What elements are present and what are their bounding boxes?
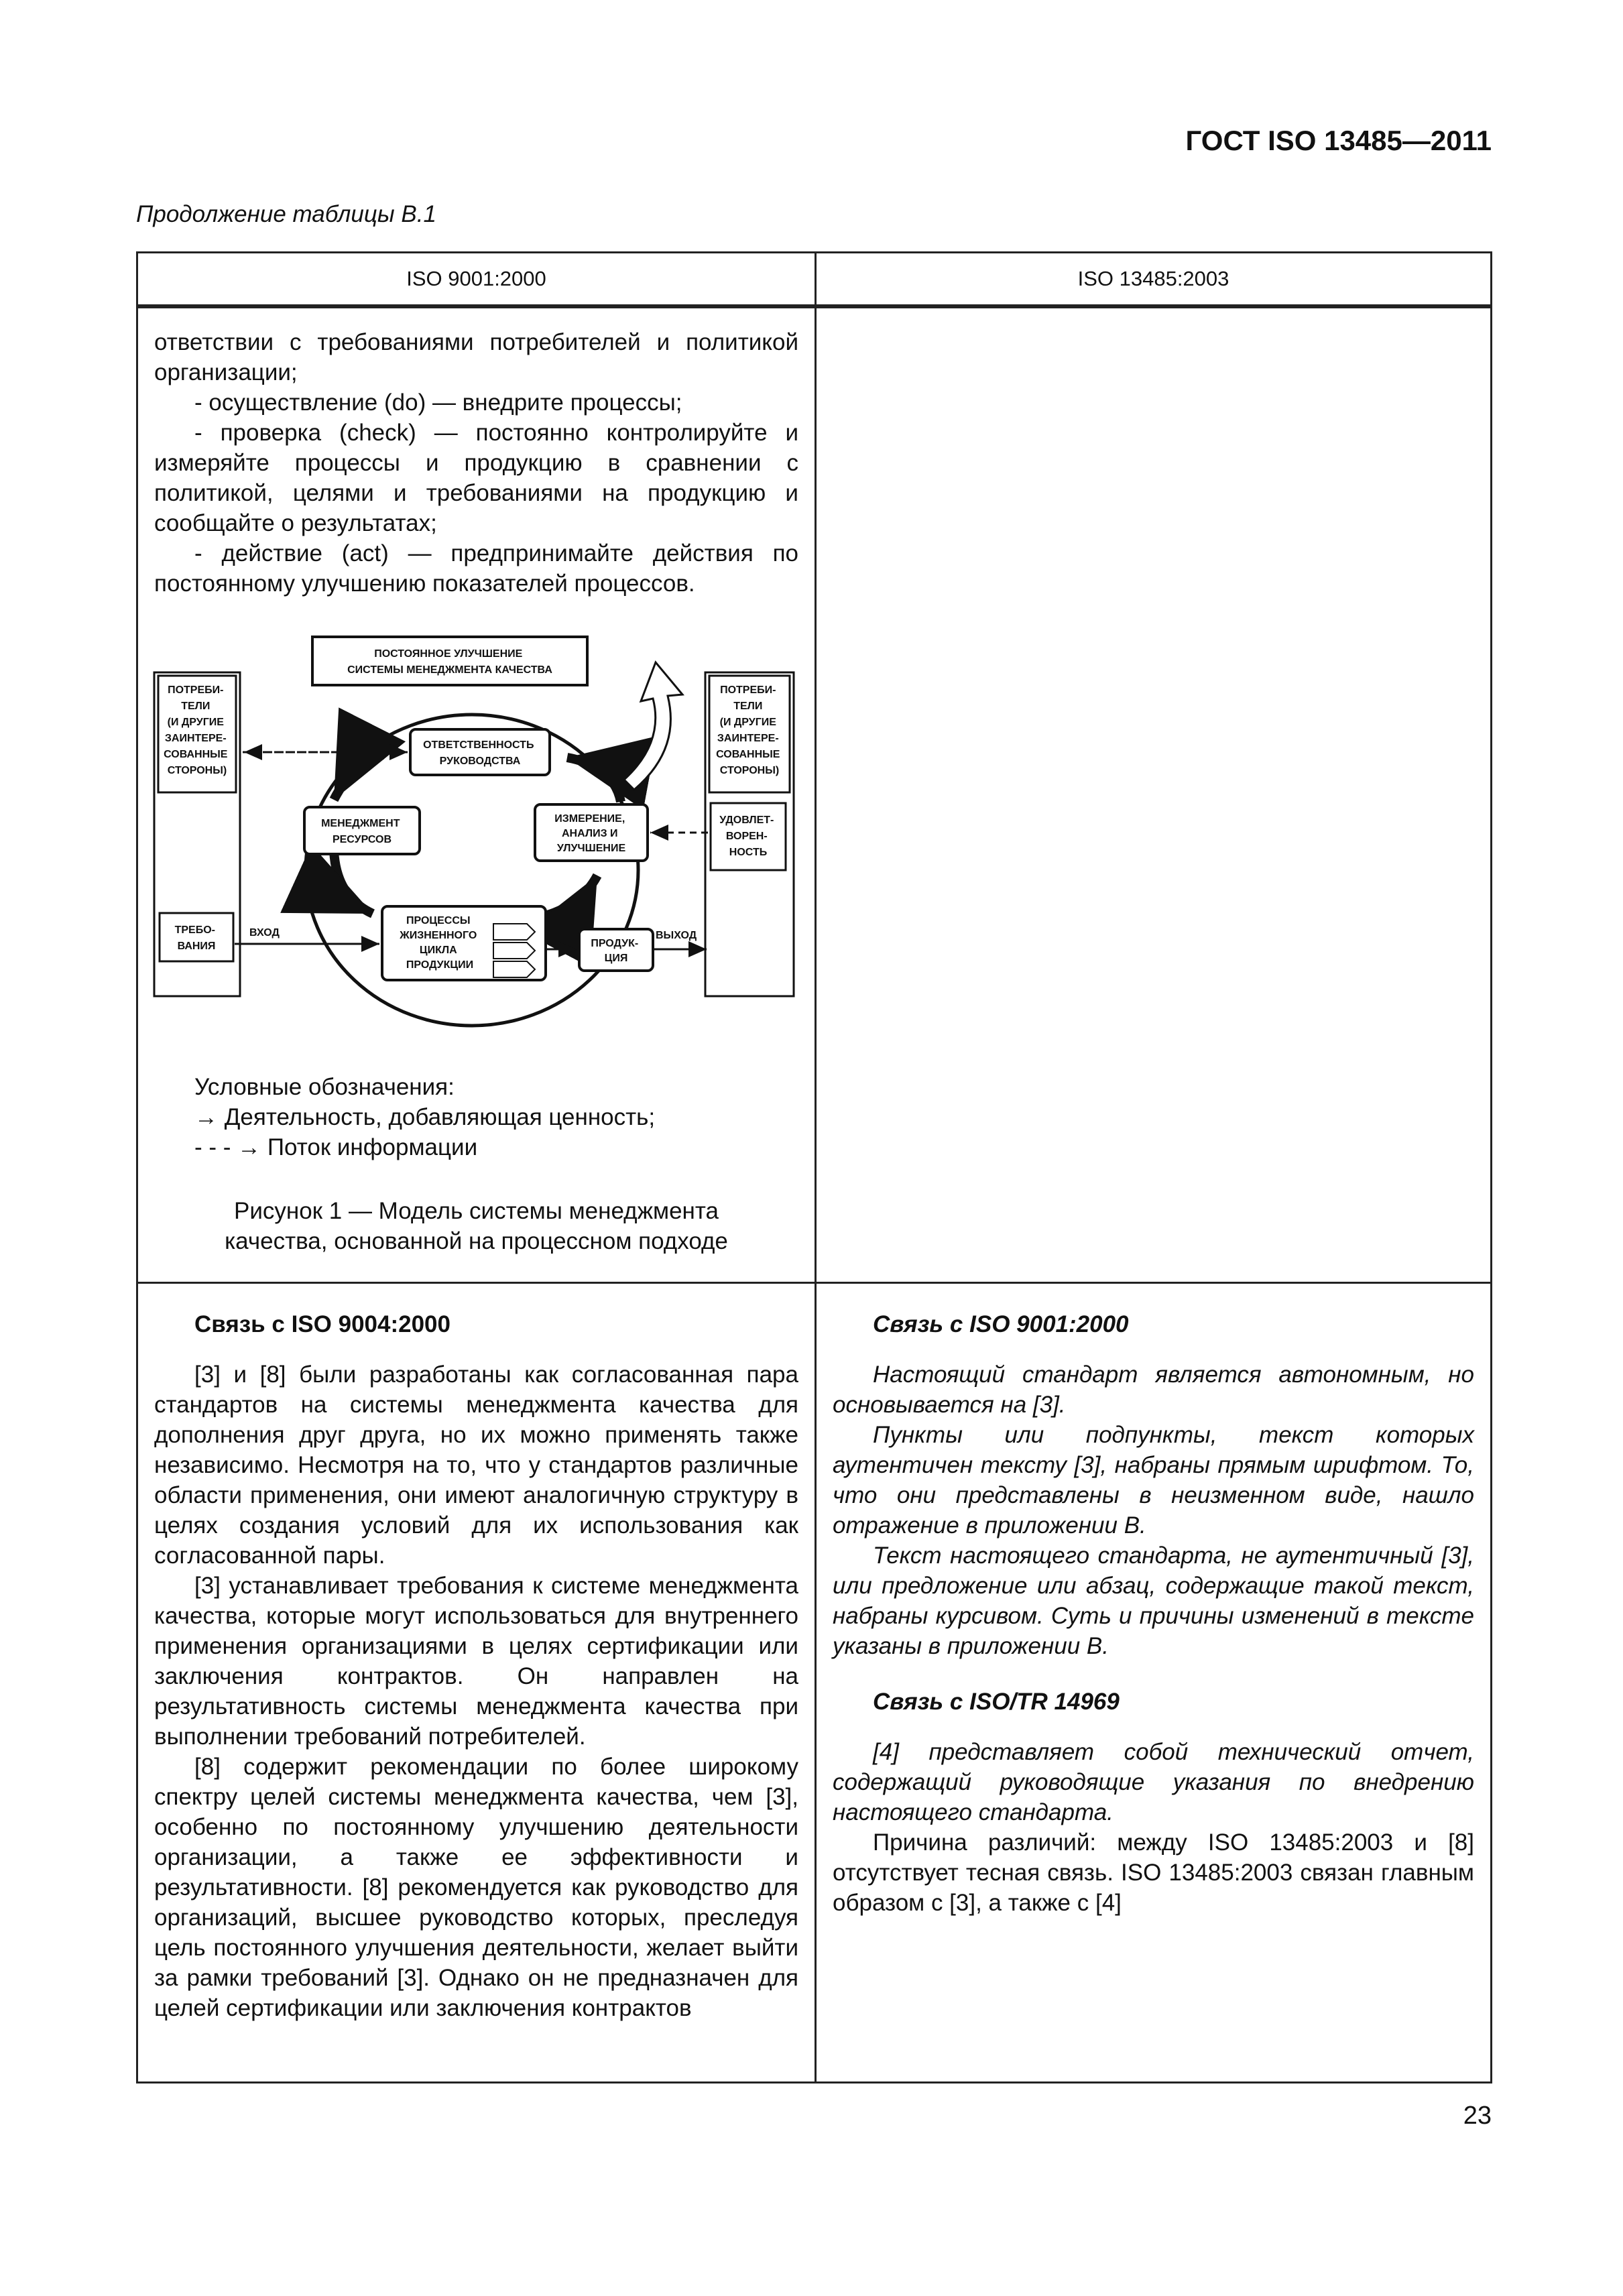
section-heading: Связь с ISO 9001:2000 <box>873 1311 1129 1337</box>
paragraph: Пункты или подпункты, текст которых аутентичен тексту [3], набраны прямым шрифтом. То, что они представлены в неизменном виде, нашло отражение в приложении В. <box>833 1422 1474 1538</box>
resources-box <box>304 807 420 854</box>
legend-value-added: → Деятельность, добавляющая ценность; <box>194 1104 656 1130</box>
section-heading: Связь с ISO/TR 14969 <box>873 1689 1120 1715</box>
processes-label: ПРОЦЕССЫ ЖИЗНЕННОГО ЦИКЛА ПРОДУКЦИИ <box>400 915 477 971</box>
paragraph: [4] представляет собой технический отчет, содержащий руководящие указания по внедрению настоящего стандарта. <box>833 1739 1474 1825</box>
cell-left-relations <box>137 1283 816 2083</box>
paragraph: [3] и [8] были разработаны как согласованная пара стандартов на системы менеджмента качества для дополнения друг друга, но их можно применять также независимо. Несмотря на то, что у стандартов различные области применения, они имеют аналогичную структуру в целях создания условий для их использования как согласованной пары. <box>154 1362 798 1569</box>
paragraph: Причина различий: между ISO 13485:2003 и [8] отсутствует тесная связь. ISO 13485:2003 связан главным образом с [3], а также с [4] <box>833 1829 1474 1916</box>
output-label: ВЫХОД <box>656 930 697 941</box>
table-row-figure <box>137 306 1492 1283</box>
resources-label: МЕНЕДЖМЕНТ РЕСУРСОВ <box>321 818 400 845</box>
paragraph: - осуществление (do) — внедрите процессы; <box>194 389 682 416</box>
cell-left-figure <box>137 306 816 1283</box>
improvement-arrow <box>624 662 682 790</box>
input-label: ВХОД <box>249 927 280 939</box>
column-header-iso9001: ISO 9001:2000 <box>137 253 816 306</box>
comparison-table <box>136 251 1492 2083</box>
requirements-box <box>160 913 233 961</box>
paragraph: [3] устанавливает требования к системе менеджмента качества, которые могут использоваться для внутреннего применения организациями в целях сертификации или заключения контрактов. Он направлен на результативность системы менеджмента качества при выполнении требований потребителей. <box>154 1573 798 1750</box>
process-chevrons <box>493 924 535 977</box>
table-continuation-title: Продолжение таблицы В.1 <box>136 201 436 227</box>
arrow-to-processes <box>334 850 373 914</box>
responsibility-label: ОТВЕТСТВЕННОСТЬ РУКОВОДСТВА <box>423 739 534 767</box>
arrow-to-responsibility <box>567 758 621 802</box>
standard-designation: ГОСТ ISO 13485—2011 <box>1185 125 1492 156</box>
arrow-to-measurement <box>540 875 597 917</box>
header-double-rule <box>817 306 1490 318</box>
column-header-iso13485: ISO 13485:2003 <box>816 253 1492 306</box>
product-box <box>579 929 653 971</box>
caption-line: Рисунок 1 — Модель системы менеджмента <box>234 1198 719 1224</box>
table-header-row <box>137 253 1492 306</box>
satisfaction-label: УДОВЛЕТ- ВОРЕН- НОСТЬ <box>719 814 774 858</box>
legend-info-flow: - - - → Поток информации <box>194 1134 478 1160</box>
customers-right-label: ПОТРЕБИ- ТЕЛИ (И ДРУГИЕ ЗАИНТЕРЕ- СОВАННЫЕ СТОРОНЫ) <box>716 684 780 776</box>
customers-left-label: ПОТРЕБИ- ТЕЛИ (И ДРУГИЕ ЗАИНТЕРЕ- СОВАННЫЕ СТОРОНЫ) <box>164 684 228 776</box>
section-heading: Связь с ISO 9004:2000 <box>194 1311 450 1337</box>
measurement-label: ИЗМЕРЕНИЕ, АНАЛИЗ И УЛУЧШЕНИЕ <box>554 813 626 854</box>
arrow-to-resources <box>334 755 383 800</box>
cell-right-relations <box>816 1283 1492 2083</box>
improvement-box <box>312 637 587 685</box>
table-row-relations <box>137 1283 1492 2083</box>
improvement-label: ПОСТОЯННОЕ УЛУЧШЕНИЕ СИСТЕМЫ МЕНЕДЖМЕНТА КАЧЕСТВА <box>347 648 552 676</box>
product-label: ПРОДУК- ЦИЯ <box>591 938 639 964</box>
requirements-label: ТРЕБО- ВАНИЯ <box>174 924 216 952</box>
paragraph: Настоящий стандарт является автономным, но основывается на [3]. <box>833 1362 1474 1418</box>
paragraph: ответствии с требованиями потребителей и политикой организации; <box>154 329 798 385</box>
paragraph: - проверка (check) — постоянно контролируйте и измеряйте процессы и продукцию в сравнении с политикой, целями и требованиями на продукцию и сообщайте о результатах; <box>154 420 798 536</box>
paragraph: - действие (act) — предпринимайте действия по постоянному улучшению показателей процессов. <box>154 540 798 597</box>
paragraph: [8] содержит рекомендации по более широкому спектру целей системы менеджмента качества, чем [3], особенно по постоянному улучшению деятельности организации, а также ее эффективности и результативности. [8] рекомендуется как руководство для организаций, высшее руководство которых, преследуя цель постоянного улучшения деятельности, желает выйти за рамки требований [3]. Однако он не предназначен для целей сертификации или заключения контрактов <box>154 1754 798 2021</box>
responsibility-box <box>410 729 550 775</box>
legend <box>194 1072 798 1162</box>
paragraph: Текст настоящего стандарта, не аутентичный [3], или предложение или абзац, содержащие такой текст, набраны курсивом. Суть и причины изменений в тексте указаны в приложении В. <box>833 1543 1474 1659</box>
page-number: 23 <box>1463 2102 1492 2130</box>
legend-title: Условные обозначения: <box>194 1074 455 1100</box>
header-double-rule <box>138 306 815 318</box>
process-model-diagram <box>152 629 798 1038</box>
figure-caption <box>154 1196 798 1256</box>
cell-right-empty <box>816 306 1492 1283</box>
caption-line: качества, основанной на процессном подходе <box>225 1228 728 1254</box>
